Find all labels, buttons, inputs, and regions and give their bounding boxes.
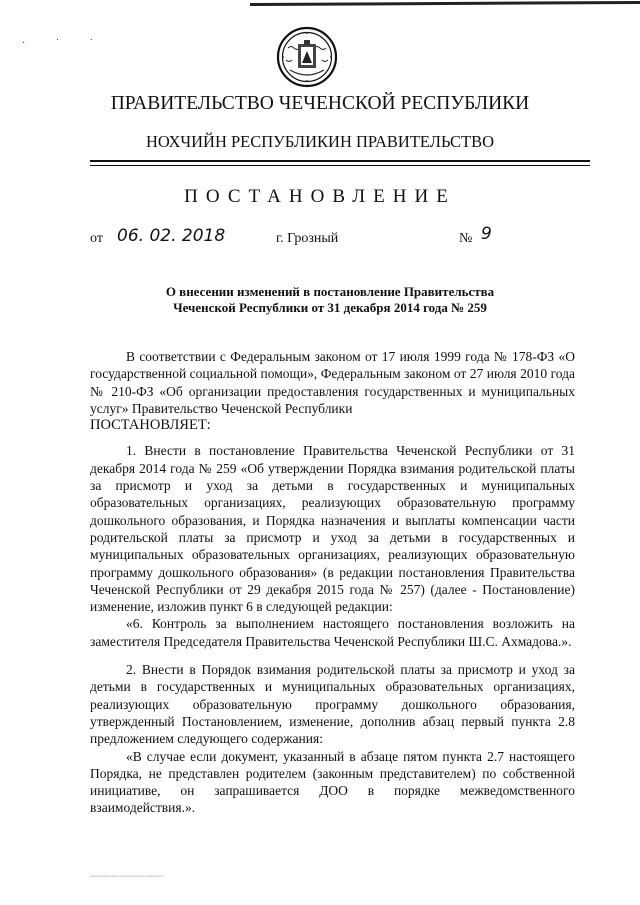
document-type-title: ПОСТАНОВЛЕНИЕ <box>184 186 456 207</box>
government-title: ПРАВИТЕЛЬСТВО ЧЕЧЕНСКОЙ РЕСПУБЛИКИ <box>110 93 530 114</box>
subject-line-2: Чеченской Республики от 31 декабря 2014 года № 259 <box>173 300 487 315</box>
header-divider <box>90 160 590 162</box>
subject-line-1: О внесении изменений в постановление Правительства <box>165 284 495 299</box>
item-1-paragraph: 1. Внести в постановление Правительства Чеченской Республики от 31 декабря 2014 года № 259 «Об утверждении Порядка взимания родительской платы за присмотр и уход за детьми в государственных и муниципальных образовательных организациях, реализующих образовательную программу дошкольного образования, и Порядка назначения и выплаты компенсации части родительской платы за присмотр и уход за детьми в государственных и муниципальных образовательных организациях, реализующих образовательную программу дошкольного образования» (в редакции постановления Правительства Чеченской Республики от 29 декабря 2015 года № 257) (далее - Постановление) изменение, изложив пункт 6 в следующей редакции: <box>90 443 575 615</box>
document-body <box>90 348 575 817</box>
scan-edge-line <box>250 1 640 6</box>
handwritten-number: 9 <box>481 224 492 244</box>
document-subject <box>120 284 540 316</box>
scan-footer-mark: ▪▪▪▪▪▪▪▪▪▪▪▪▪▪▪▪▪▪▪▪▪▪▪▪▪▪▪▪▪▪▪▪▪▪▪▪▪▪▪▪▪▪▪▪▪▪▪ <box>90 874 164 878</box>
item-2-quote: «В случае если документ, указанный в абзаце пятом пункта 2.7 настоящего Порядка, не представлен родителем (законным представителем) по собственной инициативе, он запрашивается ДОО в порядке межведомственного взаимодействия.». <box>90 748 575 816</box>
date-prefix: от <box>90 231 103 246</box>
item-1-quote: «6. Контроль за выполнением настоящего постановления возложить на заместителя Председателя Правительства Чеченской Республики Ш.С. Ахмадова.». <box>90 616 575 649</box>
number-prefix: № <box>459 231 473 246</box>
government-title-chechen: НОХЧИЙН РЕСПУБЛИКИН ПРАВИТЕЛЬСТВО <box>145 132 495 151</box>
decree-heading: ПОСТАНОВЛЯЕТ: <box>90 417 211 434</box>
header-divider-thin <box>90 165 590 166</box>
scan-specks: · ˙ ˙ <box>22 38 107 49</box>
city: г. Грозный <box>276 231 339 246</box>
preamble-paragraph: В соответствии с Федеральным законом от 17 июля 1999 года № 178-ФЗ «О государственной социальной помощи», Федеральным законом от 27 июля 2010 года № 210-ФЗ «Об организации предоставления государственных и муниципальных услуг» Правительство Чеченской Республики <box>90 349 575 416</box>
handwritten-date: 06. 02. 2018 <box>117 226 226 246</box>
item-2-paragraph: 2. Внести в Порядок взимания родительской платы за присмотр и уход за детьми в государственных и муниципальных образовательных организациях, реализующих образовательную программу дошкольного образования, утвержденный Постановлением, изменение, дополнив абзац первый пункта 2.8 предложением следующего содержания: <box>90 662 575 747</box>
coat-of-arms-emblem-icon <box>276 26 338 88</box>
